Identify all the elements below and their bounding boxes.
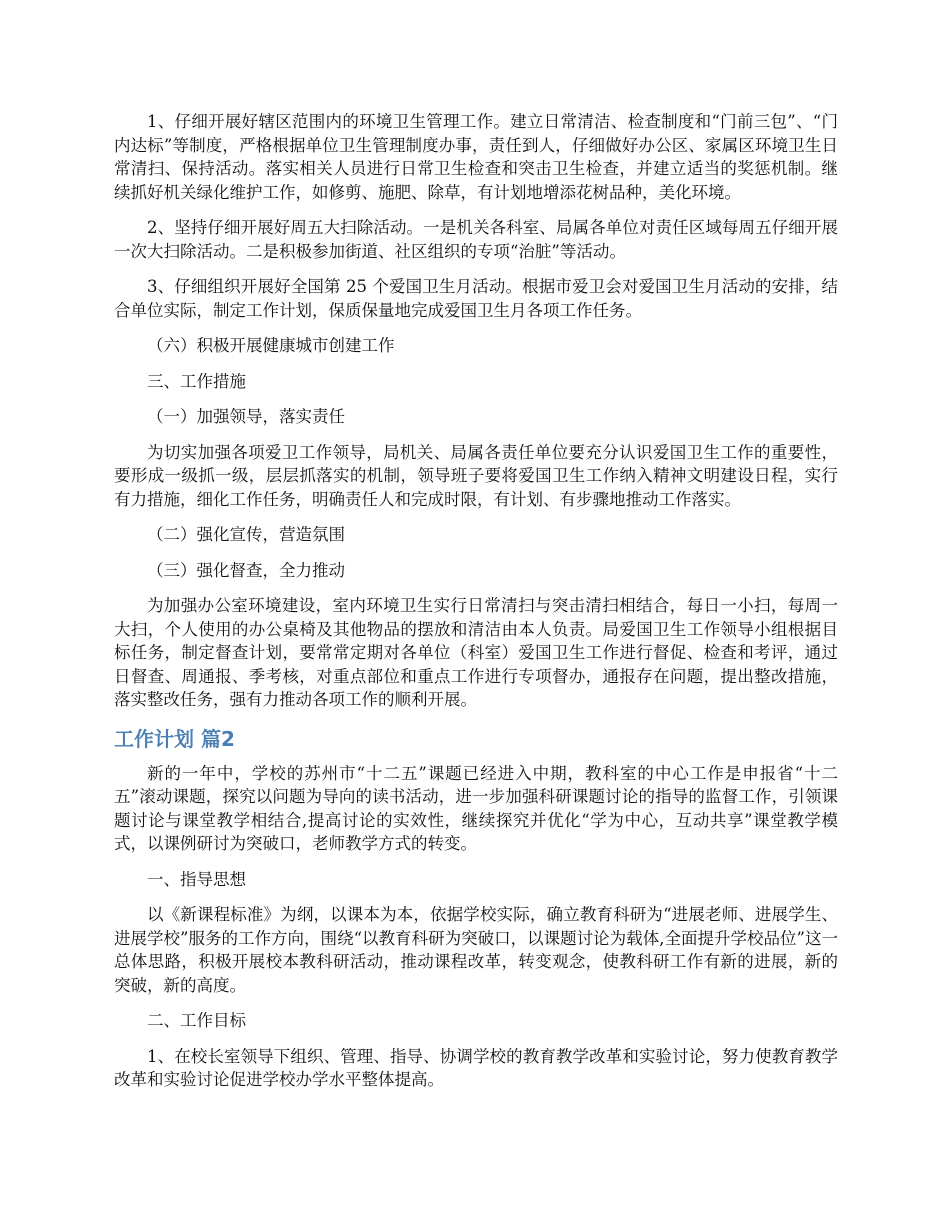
paragraph-2: 2、坚持仔细开展好周五大扫除活动。一是机关各科室、局属各单位对责任区域每周五仔细开展一次大扫除活动。二是积极参加街道、社区组织的专项“治脏”等活动。 [114,218,838,261]
section-title-plan-2: 工作计划 篇2 [114,726,235,751]
heading-guiding-thought: 一、指导思想 [147,869,246,889]
paragraph-guiding-thought: 以《新课程标准》为纲，以课本为本，依据学校实际，确立教育科研为“进展老师、进展学生、进展学校”服务的工作方向，围绕“以教育科研为突破口，以课题讨论为载体,全面提升学校品位”这一总体思路，积极开展校本教科研活动，推动课程改革，转变观念，使教科研工作有新的进展，新的突破，新的高度。 [114,905,838,995]
heading-work-measures: 三、工作措施 [147,371,246,391]
subheading-leadership: （一）加强领导，落实责任 [147,407,345,426]
paragraph-leadership: 为切实加强各项爱卫工作领导，局机关、局属各责任单位要充分认识爱国卫生工作的重要性，要形成一级抓一级，层层抓落实的机制，领导班子要将爱国卫生工作纳入精神文明建设日程，实行有力措施，细化工作任务，明确责任人和完成时限，有计划、有步骤地推动工作落实。 [114,442,838,509]
subheading-health-city: （六）积极开展健康城市创建工作 [147,336,395,355]
document-page [114,110,838,1104]
heading-work-goals: 二、工作目标 [147,1011,246,1030]
paragraph-plan2-intro: 新的一年中，学校的苏州市“十二五”课题已经进入中期，教科室的中心工作是申报省“十二五”滚动课题，探究以问题为导向的读书活动，进一步加强科研课题讨论的指导的监督工作，引领课题讨论与课堂教学相结合,提高讨论的实效性，继续探究并优化“学为中心，互动共享”课堂教学模式，以课例研讨为突破口，老师教学方式的转变。 [114,763,838,853]
subheading-supervision: （三）强化督查，全力推动 [147,560,345,580]
paragraph-goal-1: 1、在校长室领导下组织、管理、指导、协调学校的教育教学改革和实验讨论，努力使教育教学改革和实验讨论促进学校办学水平整体提高。 [114,1046,838,1089]
paragraph-supervision: 为加强办公室环境建设，室内环境卫生实行日常清扫与突击清扫相结合，每日一小扫，每周一大扫，个人使用的办公桌椅及其他物品的摆放和清洁由本人负责。局爱国卫生工作领导小组根据目标任务，制定督查计划，要常常定期对各单位（科室）爱国卫生工作进行督促、检查和考评，通过日督查、周通报、季考核，对重点部位和重点工作进行专项督办，通报存在问题，提出整改措施，落实整改任务，强有力推动各项工作的顺利开展。 [114,596,838,709]
paragraph-3: 3、仔细组织开展好全国第 25 个爱国卫生月活动。根据市爱卫会对爱国卫生月活动的安排，结合单位实际，制定工作计划，保质保量地完成爱国卫生月各项工作任务。 [114,277,838,320]
subheading-publicity: （二）强化宣传，营造氛围 [147,525,345,544]
paragraph-1: 1、仔细开展好辖区范围内的环境卫生管理工作。建立日常清洁、检查制度和“门前三包”、“门内达标”等制度，严格根据单位卫生管理制度办事，责任到人，仔细做好办公区、家属区环境卫生日常清扫、保持活动。落实相关人员进行日常卫生检查和突击卫生检查，并建立适当的奖惩机制。继续抓好机关绿化维护工作，如修剪、施肥、除草，有计划地增添花树品种，美化环境。 [114,112,838,202]
